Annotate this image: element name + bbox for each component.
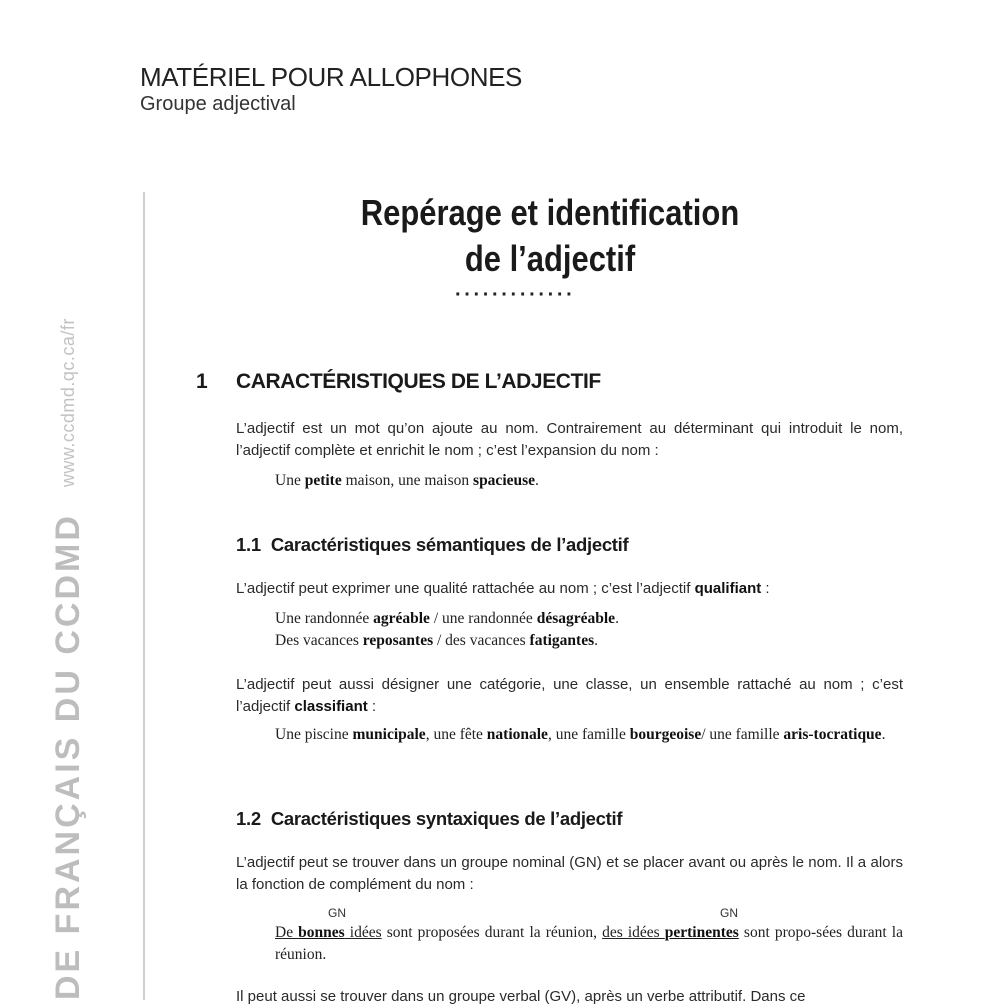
section-1-1-example-3: Une piscine municipale, une fête nationale, une famille bourgeoise/ une famille aris-tocratique.: [275, 726, 886, 743]
title-dot-separator: ·············: [455, 284, 576, 306]
section-1-number: 1: [196, 370, 208, 393]
section-1-2-heading: [236, 808, 622, 830]
section-1-heading: [196, 370, 601, 394]
gn-label-2: GN: [720, 906, 738, 920]
section-1-2-paragraph-2: Il peut aussi se trouver dans un groupe verbal (GV), après un verbe attributif. Dans ce: [236, 988, 806, 1005]
page-title-line1: Repérage et identification: [360, 192, 740, 233]
margin-rule: [143, 192, 145, 1000]
section-1-title: CARACTÉRISTIQUES DE L’ADJECTIF: [236, 370, 601, 393]
section-1-1-title: Caractéristiques sémantiques de l’adjectif: [270, 534, 629, 555]
page-title: [335, 190, 765, 282]
watermark-url: www.ccdmd.qc.ca/fr: [57, 318, 78, 488]
section-1-1-paragraph-1: L’adjectif peut exprimer une qualité rattachée au nom ; c’est l’adjectif qualifiant :: [236, 580, 770, 597]
gn-label-1: GN: [328, 906, 346, 920]
section-1-1-example-2: Des vacances reposantes / des vacances fatigantes.: [275, 632, 598, 649]
side-watermark: [40, 318, 96, 1000]
section-1-2-title: Caractéristiques syntaxiques de l’adjectif: [270, 808, 623, 829]
page-title-line2: de l’adjectif: [464, 238, 636, 279]
section-1-1-heading: [236, 534, 628, 556]
section-1-2-example: De bonnes idées sont proposées durant la réunion, des idées pertinentes sont propo-sées durant la réunion.: [275, 924, 903, 963]
section-1-1-paragraph-2: L’adjectif peut aussi désigner une catégorie, une classe, un ensemble rattaché au nom ; c’est l’adjectif classifiant :: [236, 676, 903, 715]
header-title: MATÉRIEL POUR ALLOPHONES: [140, 62, 522, 92]
section-1-1-number: 1.1: [236, 534, 261, 555]
section-1-2-number: 1.2: [236, 808, 261, 829]
section-1-1-example-1: Une randonnée agréable / une randonnée désagréable.: [275, 610, 619, 627]
section-1-paragraph: L’adjectif est un mot qu’on ajoute au nom. Contrairement au déterminant qui introduit le nom, l’adjectif complète et enrichit le nom ; c’est l’expansion du nom :: [236, 420, 903, 459]
watermark-main: DE FRANÇAIS DU CCDMD: [48, 513, 87, 1000]
section-1-example: Une petite maison, une maison spacieuse.: [275, 472, 539, 489]
section-1-2-paragraph-1: L’adjectif peut se trouver dans un groupe nominal (GN) et se placer avant ou après le nom. Il a alors la fonction de complément du nom :: [236, 854, 903, 893]
header-subtitle: Groupe adjectival: [140, 93, 296, 115]
